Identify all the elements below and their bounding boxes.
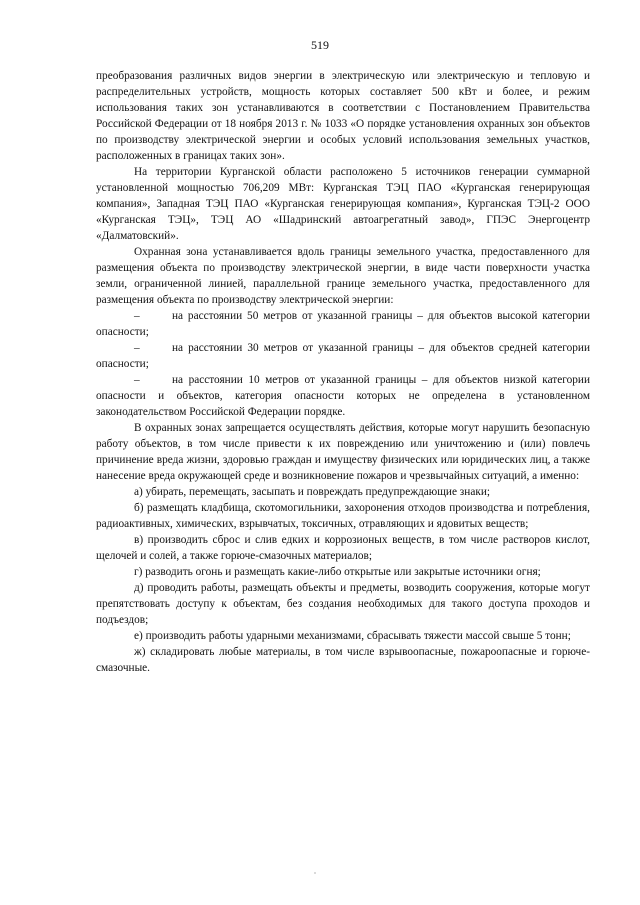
list-item-zh: ж) складировать любые материалы, в том числе взрывоопасные, пожароопасные и горюче-смазочные.	[96, 646, 590, 674]
document-body	[96, 68, 590, 676]
list-item-text: на расстоянии 10 метров от указанной границы – для объектов низкой категории опасности и объектов, категория опасности которых не определена в установленном законодательством Российской Федерации порядке.	[96, 374, 590, 418]
dash-marker: –	[134, 310, 140, 322]
paragraph-protection-zone: Охранная зона устанавливается вдоль границы земельного участка, предоставленного для размещения объекта по производству электрической энергии, в виде части поверхности участка земли, ограниченной линией, параллельной границе земельного участка, предоставленного для размещения объекта по производству электрической энергии:	[96, 246, 590, 306]
list-item-text: на расстоянии 50 метров от указанной границы – для объектов высокой категории опасности;	[96, 310, 590, 338]
scan-artifact	[314, 872, 316, 874]
list-item-g: г) разводить огонь и размещать какие-либо открытые или закрытые источники огня;	[134, 566, 541, 578]
list-item-d: д) проводить работы, размещать объекты и предметы, возводить сооружения, которые могут препятствовать доступу к объектам, без создания необходимых для такого доступа проходов и подъездов;	[96, 582, 590, 626]
paragraph-prohibitions: В охранных зонах запрещается осуществлять действия, которые могут нарушить безопасную работу объектов, в том числе привести к их повреждению или уничтожению и (или) повлечь причинение вреда жизни, здоровью граждан и имуществу физических или юридических лиц, а также нанесение вреда окружающей среде и возникновение пожаров и чрезвычайных ситуаций, а именно:	[96, 422, 590, 482]
list-item-high-category	[96, 308, 590, 340]
list-item-v: в) производить сброс и слив едких и коррозионых веществ, в том числе растворов кислот, щелочей и солей, а также горюче-смазочных материалов;	[96, 534, 590, 562]
list-item-e: е) производить работы ударными механизмами, сбрасывать тяжести массой свыше 5 тонн;	[134, 630, 571, 642]
dash-marker: –	[134, 342, 140, 354]
list-item-b: б) размещать кладбища, скотомогильники, захоронения отходов производства и потребления, радиоактивных, химических, взрывчатых, токсичных, отравляющих и ядовитых веществ;	[96, 502, 590, 530]
dash-marker: –	[134, 374, 140, 386]
list-item-a: а) убирать, перемещать, засыпать и повреждать предупреждающие знаки;	[134, 486, 491, 498]
paragraph-generation-sources: На территории Курганской области расположено 5 источников генерации суммарной установленной мощностью 706,209 МВт: Курганская ТЭЦ ПАО «Курганская генерирующая компания», Западная ТЭЦ ПАО «Курганская генерирующая компания», Курганская ТЭЦ-2 ООО «Курганская ТЭЦ», ТЭЦ АО «Шадринский автоагрегатный завод», ГПЭС Энергоцентр «Далматовский».	[96, 166, 590, 242]
list-item-text: на расстоянии 30 метров от указанной границы – для объектов средней категории опасности;	[96, 342, 590, 370]
page-number: 519	[311, 38, 329, 52]
paragraph-continuation: преобразования различных видов энергии в электрическую или электрическую и тепловую и распределительных устройств, мощность которых составляет 500 кВт и более, и режим использования таких зон устанавливаются в соответствии с Постановлением Правительства Российской Федерации от 18 ноября 2013 г. № 1033 «О порядке установления охранных зон объектов по производству электрической энергии и особых условий использования земельных участков, расположенных в границах таких зон».	[96, 70, 590, 162]
list-item-low-category	[96, 372, 590, 420]
list-item-medium-category	[96, 340, 590, 372]
